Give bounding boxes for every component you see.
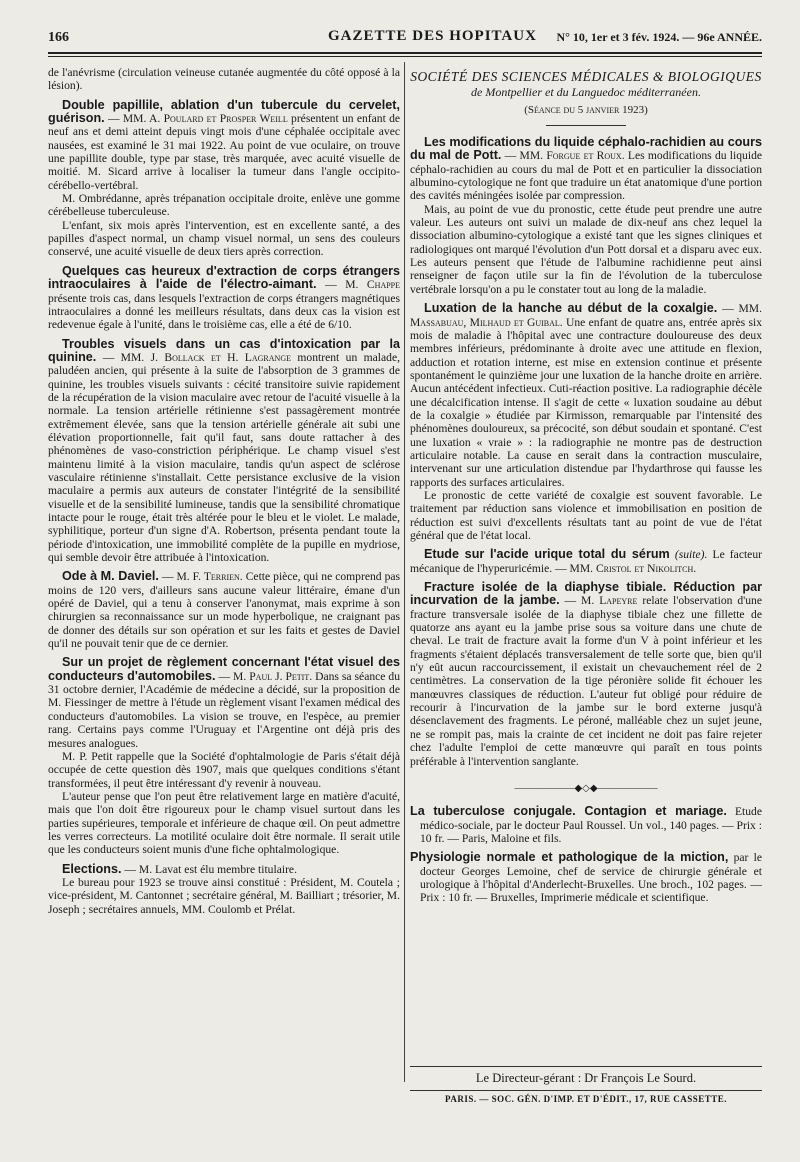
article-elections — [48, 863, 400, 916]
article-paragraph: L'auteur pense que l'on peut être relativement large en matière d'acuité, mais que l'on doit être rigoureux pour le champ visuel surtout dans les parties supérieures, temporale et inférieure de chaque œil. On peut admettre les verres correcteurs. La motilité oculaire doit être normale. Il serait utile que les conducteurs soient munis d'une fiche ophtalmologique. — [48, 789, 400, 857]
journal-title: GAZETTE DES HOPITAUX — [328, 28, 537, 44]
article-title: Ode à M. Daviel. — [62, 569, 159, 584]
header-rule-thin — [48, 56, 762, 57]
left-column — [48, 66, 400, 916]
article-subtitle: Le facteur mécanique de l'hyperuricémie. — [410, 548, 762, 575]
footer-rule — [410, 1090, 762, 1091]
article-title: Quelques cas heureux d'extraction de corps étrangers intraoculaires à l'aide de l'électro-aimant. — [48, 263, 400, 292]
article-title: Troubles visuels dans un cas d'intoxication par la quinine. — [48, 336, 400, 364]
article-title: Sur un projet de règlement concernant l'état visuel des conducteurs d'automobiles. — [48, 655, 400, 683]
article-paragraph: Le pronostic de cette variété de coxalgie est souvent favorable. Le traitement par réduction sans violence et immobilisation en position de réduction est suivi d'excellents résultats tant au point de vue de l'état général que de l'état local. — [410, 488, 762, 542]
article-title: Les modifications du liquide céphalo-rachidien au cours du mal de Pott. — [410, 135, 762, 163]
footer-rule — [410, 1066, 762, 1067]
article-text: Une enfant de quatre ans, entrée après six mois de maladie à l'hôpital avec une contracture douloureuse des deux membres inférieurs, prédominante à droite avec une attitude en flexion, adduction et rotation interne, est mise en extension continue et présente spontanément le quinzième jour une luxation de la hanche droite en arrière. Aucun antécédent infectieux. Cuti-réaction positive. La radiographie décèle une décalcification intense. Il s'agit de cette « luxation soudaine au début de la coxalgie » étudiée par Kirmisson, remarquable par l'intensité des phénomènes douloureux, sa précocité, son début soudain et spontané. C'est une luxation « vraie » : la radiographie ne montre pas de destruction articulaire notable. La cause en serait dans la contraction musculaire, intervenant sur une articulation distendue par l'hydarthrose qui fausse les rapports des surfaces articulaires. — [410, 315, 762, 489]
book-notice — [410, 805, 762, 845]
article-text: Les modifications du liquide céphalo-rachidien au cours du mal de Pott et en particulier la dissociation albumino-cytologique ne font que traduire un état anatomique d'une portion des cavités méningées isolée par compression. — [410, 149, 763, 203]
book-text: par le docteur Georges Lemoine, chef de service de chirurgie générale et urologique à l'hôpital d'Anderlecht-Bruxelles. Une broch., 102 pages. — Prix : 10 fr. — Bruxelles, Imprimerie médicale et scientifique. — [420, 851, 762, 905]
article-reglement-automobiles — [48, 656, 400, 856]
article-acide-urique — [410, 548, 762, 575]
page-header — [48, 26, 762, 50]
column-divider — [404, 62, 405, 1082]
article-authors: — M. F. Terrien. — [161, 570, 243, 584]
right-column — [410, 66, 762, 905]
article-authors: — M. Lapeyre — [564, 594, 638, 608]
article-authors: — M. Chappe — [325, 278, 401, 292]
article-fracture-tibiale — [410, 581, 762, 768]
article-paragraph: Mais, au point de vue du pronostic, cette étude peut prendre une autre valeur. Les auteurs ont suivi un malade de dix-neuf ans chez lequel la dissociation albumino-cytologique a existé tant que les signes cliniques et radiologiques ont marqué l'évolution d'un Pott dorsal et a disparu avec eux. Les auteurs pensent que l'étude de l'albumine rachidienne peut ainsi renseigner de façon utile sur la fin de l'évolution de la tuberculose vertébrale lorsqu'on a pu le constater tout au long de la maladie. — [410, 202, 762, 296]
article-authors: — MM. A. Poulard et Prosper Weill — [107, 112, 288, 126]
society-subtitle: de Montpellier et du Languedoc méditerranéen. — [471, 85, 701, 100]
article-paragraph: M. P. Petit rappelle que la Société d'ophtalmologie de Paris s'était déjà occupée de cette question dès 1907, mais que quelques conditions s'étant transformées, il peut être intéressant d'y revenir à nouveau. — [48, 749, 400, 790]
book-title: Physiologie normale et pathologique de la miction, — [410, 850, 729, 865]
article-paragraph: Le bureau pour 1923 se trouve ainsi constitué : Président, M. Coutela ; vice-président, M. Cantonnet ; secrétaire général, M. Bailliart ; trésorier, M. Joseph ; secrétaires annuels, MM. Coulomb et Prélat. — [48, 875, 400, 916]
article-title: Fracture isolée de la diaphyse tibiale. Réduction par incurvation de la jambe. — [410, 580, 762, 608]
article-corps-etrangers — [48, 265, 400, 332]
page-number: 166 — [48, 30, 69, 45]
article-text: relate l'observation d'une fracture transversale isolée de la diaphyse tibiale chez une fillette de quatorze ans ayant eu la jambe prise sous sa voiture dans une chute de cheval. Le trait de fracture avait la forme d'un V à point inférieur et les fragments s'étaient déplacés transversalement de telle sorte que, bien qu'il n'y eût aucun raccourcissement, il existait un chevauchement réel de 2 centimètres. La conservation de la tige péronière solide fit échouer les manœuvres classiques de réduction. L'auteur fut obligé pour réduire de recourir à l'incurvation de la jambe sur le bord externe jusqu'à désenclavement des fragments. Le péroné, malléable chez un sujet jeune, ne se rompit pas, mais la crainte de cet incident ne doit pas faire rejeter chez l'adulte l'emploi de cette manœuvre qui paraît en tous points préférable à l'intervention sanglante. — [410, 594, 762, 768]
header-rule — [48, 52, 762, 54]
article-authors: — MM. Cristol et Nikolitch. — [555, 561, 697, 575]
page-footer — [410, 1066, 762, 1104]
continued-text: de l'anévrisme (circulation veineuse cutanée augmentée du côté opposé à la lésion). — [48, 66, 400, 93]
article-authors: — MM. Forgue et Roux. — [504, 149, 625, 163]
book-text: Etude médico-sociale, par le docteur Paul Roussel. Un vol., 140 pages. — Prix : 10 fr. — Paris, Maloine et fils. — [420, 805, 762, 845]
article-troubles-visuels — [48, 338, 400, 565]
article-authors: — MM. J. Bollack et H. Lagrange — [102, 350, 291, 364]
session-date: (Séance du 5 janvier 1923) — [524, 103, 648, 116]
book-title: La tuberculose conjugale. Contagion et mariage. — [410, 804, 727, 819]
article-title: Luxation de la hanche au début de la coxalgie. — [424, 301, 718, 316]
article-suite: (suite). — [674, 548, 708, 562]
article-authors: — M. Paul J. Petit. — [218, 669, 313, 683]
ornament-divider: ——————◆◇◆—————— — [514, 782, 658, 794]
article-title: Double papillile, ablation d'un tubercule du cervelet, guérison. — [48, 97, 400, 126]
section-rule — [546, 125, 626, 126]
article-text: montrent un malade, paludéen ancien, qui présente à la suite de l'absorption de 3 grammes de quinine, les troubles visuels suivants : cécité transitoire suivie rapidement de la récupération de la vision maculaire avec retour de l'acuité visuelle à la normale. La tension artérielle rétinienne s'est passagèrement montrée extrêmement élevée, sans que la tension artérielle générale ait subi une élévation proportionnelle, fait qu'il faut, sans doute rattacher à des phénomènes de vaso-constriction périphérique. Le champ visuel s'est maintenu limité à la vision maculaire, tandis qu'un aspect de sclérose vasculaire rétinienne s'installait. Cette persistance exclusive de la vision maculaire a permis aux auteurs de constater l'intégrité de la sensibilité visuelle et de la sensibilité lumineuse, tandis que la sensibilité chromatique intacte pour le rouge, était très altérée pour le bleu et le violet. Le malade, syphilitique, porteur d'un signe d'A. Robertson, présenta pendant toute la période d'intoxication, une immobilité complète de la pupille en mydriose, qui semble devoir être attribuée à l'intoxication. — [48, 350, 401, 565]
article-title: Elections. — [62, 861, 122, 876]
article-text: présentent un enfant de neuf ans et demi atteint depuis vingt mois d'une céphalée occipitale avec nausées, est examiné le 31 mai 1922. Au point de vue oculaire, on trouve une papillite double, type par stase, très marquée, avec acuité visuelle de moitié. M. Sicard arrive à localiser la tumeur dans l'angle occipito-cérébello-vertébral. — [48, 112, 401, 192]
society-title: SOCIÉTÉ DES SCIENCES MÉDICALES & BIOLOGIQUES — [410, 69, 762, 84]
book-notice — [410, 851, 762, 904]
director-signature: Le Directeur-gérant : Dr François Le Sourd. — [475, 1071, 697, 1085]
article-paragraph: L'enfant, six mois après l'intervention, est en excellente santé, a des papilles d'aspect normal, un champ visuel normal, un sens des couleurs conservé, une acuité visuelle de deux tiers après correction. — [48, 218, 400, 259]
article-double-papillite — [48, 99, 400, 259]
article-paragraph: M. Ombrédanne, après trépanation occipitale droite, enlève une gomme cérébelleuse tuberculeuse. — [48, 192, 400, 219]
article-text: présente trois cas, dans lesquels l'extraction de corps étrangers magnétiques intraoculaires a donné les meilleurs résultats, dans deux cas la vision est redevenue égale à l'unité, dans le troisième cas, elle a été de 6/10. — [48, 291, 400, 332]
article-text: — M. Lavat est élu membre titulaire. — [124, 862, 297, 876]
article-text: Cette pièce, qui ne comprend pas moins de 120 vers, d'ailleurs sans aucune valeur littéraire, émane d'un opéré de Daviel, qui a tenu à conserver l'anonymat, mais exprime à son chirurgien sa reconnaissance sur un mode hyperbolique, ne craignant pas de donner des détails sur son opération et sur les faits et gestes de Daviel qu'il ne pouvait tenir que de ce dernier. — [48, 570, 401, 651]
article-title: Etude sur l'acide urique total du sérum — [424, 547, 670, 562]
article-luxation-hanche — [410, 302, 762, 542]
printer-imprint: PARIS. — SOC. GÉN. D'IMP. ET D'ÉDIT., 17, RUE CASSETTE. — [445, 1094, 727, 1104]
issue-info: N° 10, 1er et 3 fév. 1924. — 96e ANNÉE. — [556, 30, 762, 44]
article-liquide-cephalo — [410, 136, 762, 296]
article-text: Dans sa séance du 31 octobre dernier, l'Académie de médecine a décidé, sur la proposition de M. Fiessinger de mettre à l'étude un règlement visant l'examen médical des conducteurs d'automobiles. La vision se trouve, en l'espèce, au premier rang. Certains pays comme l'Uruguay et l'Argentine ont déjà pris des mesures analogues. — [48, 669, 400, 750]
article-authors: — MM. Massabuau, Milhaud et Guibal. — [410, 302, 762, 329]
article-ode-daviel — [48, 570, 400, 650]
